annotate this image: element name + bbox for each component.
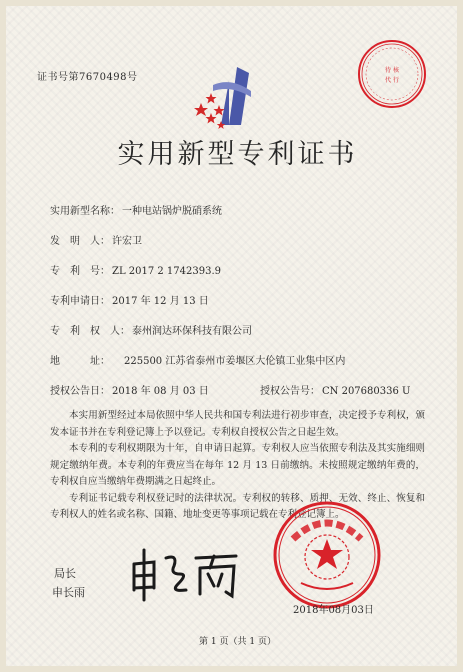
field-inventor [50, 232, 142, 247]
field-patent-no-label: 专 利 号： [50, 266, 110, 277]
body-paragraph-3: 专利证书记载专利权登记时的法律状况。专利权的转移、质押、无效、终止、恢复和专利权人的姓名或名称、国籍、地址变更等事项记载在专利登记簿上。 [50, 492, 425, 520]
field-patentee [50, 322, 252, 337]
svg-text:待 核: 待 核 [385, 67, 399, 74]
field-address [50, 352, 345, 367]
field-grant-no-value: CN 207680336 U [322, 386, 411, 397]
certificate-number: 证书号第7670498号 [37, 72, 138, 83]
seal-date: 2018年08月03日 [293, 605, 374, 616]
field-filing-date-value: 2017 年 12 月 13 日 [112, 296, 209, 307]
agency-stamp [356, 38, 428, 110]
body-paragraph-1: 本实用新型经过本局依照中华人民共和国专利法进行初步审查，决定授予专利权，颁发本证书并在专利登记簿上予以登记。专利权自授权公告之日起生效。 [50, 410, 425, 438]
field-patent-no [50, 262, 221, 277]
field-name [50, 202, 222, 217]
field-grant-date-value: 2018 年 08 月 03 日 [112, 386, 209, 397]
field-address-value: 225500 江苏省泰州市姜堰区大伦镇工业集中区内 [124, 356, 346, 367]
field-inventor-value: 许宏卫 [112, 236, 142, 247]
field-grant-date [50, 382, 209, 397]
field-inventor-label: 发 明 人： [50, 236, 110, 247]
field-address-label: 地 址： [50, 356, 110, 367]
field-patentee-value: 泰州润达环保科技有限公司 [132, 326, 252, 337]
field-filing-date-label: 专利申请日： [50, 296, 110, 307]
field-patentee-label: 专 利 权 人： [50, 326, 130, 337]
director-title: 局长 [54, 567, 76, 580]
page-footer: 第 1 页（共 1 页） [199, 637, 276, 647]
field-name-value: 一种电站锅炉脱硝系统 [122, 206, 222, 217]
field-name-label: 实用新型名称： [50, 206, 120, 217]
patent-office-logo [191, 63, 259, 133]
certificate-title: 实用新型专利证书 [117, 139, 358, 170]
handwritten-signature [126, 544, 246, 604]
field-patent-no-value: ZL 2017 2 1742393.9 [112, 266, 222, 277]
field-grant-no [260, 382, 410, 397]
field-grant-date-label: 授权公告日： [50, 386, 110, 397]
field-grant-no-label: 授权公告号： [260, 386, 320, 397]
field-filing-date [50, 292, 209, 307]
svg-text:代 行: 代 行 [385, 77, 399, 84]
official-seal [271, 499, 383, 611]
body-paragraph-2: 本专利的专利权期限为十年，自申请日起算。专利权人应当依照专利法及其实施细则规定缴纳年费。本专利的年费应当在每年 12 月 13 日前缴纳。未按照规定缴纳年费的，专利权自应当缴纳年费期满之日起终止。 [50, 443, 425, 487]
director-name: 申长雨 [52, 586, 85, 599]
